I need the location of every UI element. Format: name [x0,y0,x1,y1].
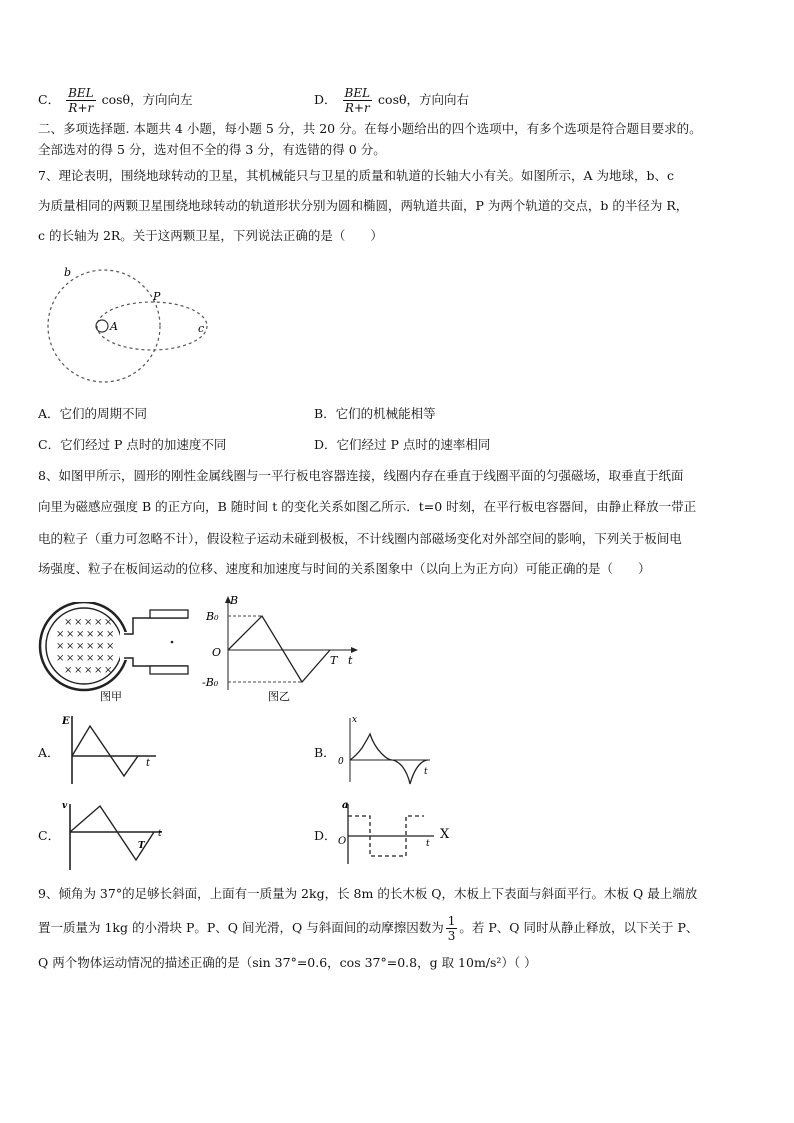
prev-option-c-text: cosθ，方向向左 [101,92,193,107]
field-cross-icon: × [76,653,85,664]
field-cross-icon: × [104,665,113,676]
option-c-t-label: t [158,829,162,839]
field-cross-icon: × [94,665,103,676]
field-cross-icon: × [86,629,95,640]
q8-line1: 8、如图甲所示，圆形的刚性金属线圈与一平行板电容器连接，线圈内存在垂直于线圈平面的匀强磁场，取垂直于纸面 [38,468,684,483]
orbit-c-label: c [198,322,205,335]
q7-line1: 7、理论表明，围绕地球转动的卫星，其机械能只与卫星的质量和轨道的长轴大小有关。如图所示，A 为地球，b、c [38,168,674,183]
orbit-b-label: b [64,266,72,279]
prev-option-c [38,86,193,115]
field-cross-icon: × [76,641,85,652]
q7-line2: 为质量相同的两颗卫星围绕地球转动的轨道形状分别为圆和椭圆，两轨道共面，P 为两个轨道的交点，b 的半径为 R， [38,198,689,213]
q8-line2: 向里为磁感应强度 B 的正方向，B 随时间 t 的变化关系如图乙所示．t=0 时刻，在平行板电容器间，由静止释放一带正 [38,499,697,514]
field-cross-icon: × [74,665,83,676]
option-d-y-label: a [342,800,349,811]
point-p-label: P [153,290,161,303]
q8-option-d-graph [336,798,456,868]
field-cross-icon: × [94,617,103,628]
q8-option-a-label: A． [38,745,60,760]
prev-option-d-fraction: $\frac{\text{BEL}}{R+r}$ [344,86,371,115]
prev-option-d-text: cosθ，方向向右 [378,92,470,107]
field-cross-icon: × [66,641,75,652]
q9-line1: 9、倾角为 37°的足够长斜面，上面有一质量为 2kg，长 8m 的长木板 Q，木板上下表面与斜面平行。木板 Q 最上端放 [38,886,698,901]
field-cross-icon: × [66,629,75,640]
q8-option-c-graph [62,798,172,874]
field-cross-icon: × [96,653,105,664]
option-c-period-label: T [138,841,145,851]
q7-line3: c 的长轴为 2R。关于这两颗卫星，下列说法正确的是（ ） [38,228,383,243]
option-d-origin-label: O [338,836,347,847]
b-curve [228,616,330,682]
magnetic-field-crosses [56,617,114,676]
field-cross-icon: × [86,641,95,652]
period-label: T [330,654,338,667]
field-cross-icon: × [64,617,73,628]
field-cross-icon: × [84,617,93,628]
field-cross-icon: × [66,653,75,664]
option-a-y-label: E [62,716,70,727]
section2-line1: 二、多项选择题. 本题共 4 小题，每小题 5 分，共 20 分。在每小题给出的四个选项中，有多个选项是符合题目要求的。 [38,121,702,136]
fig-yi-caption: 图乙 [268,690,290,702]
prev-option-d [314,86,469,115]
field-cross-icon: × [74,617,83,628]
q7-option-d: D．它们经过 P 点时的速率相同 [314,437,491,452]
t-axis-label: t [348,654,353,667]
prev-option-c-fraction: $\frac{\text{BEL}}{R+r}$ [68,86,94,115]
q8-option-d-label: D． [314,828,337,843]
q9-line2 [38,914,698,943]
q8-coil-capacitor-figure [38,602,208,702]
particle-dot [171,641,174,644]
q8-option-b-graph [336,712,436,788]
q8-option-b-label: B． [314,745,336,760]
b-axis-label: B [230,594,239,607]
fig-jia-caption: 图甲 [100,690,122,702]
q7-option-a: A．它们的周期不同 [38,406,148,421]
field-cross-icon: × [96,629,105,640]
q8-b-t-graph [198,594,368,702]
option-d-t-label: t [426,839,430,849]
field-cross-icon: × [56,641,65,652]
option-d-x-mark: X [440,827,450,842]
q7-option-c: C．它们经过 P 点时的加速度不同 [38,437,227,452]
q7-orbit-figure [40,262,220,392]
b0-label: B₀ [206,610,219,623]
origin-label: O [212,646,222,659]
earth-icon [96,320,108,332]
neg-b0-label: -B₀ [202,676,219,689]
prev-option-d-label: D． [314,92,337,107]
field-cross-icon: × [56,629,65,640]
field-cross-icon: × [96,641,105,652]
q8-line4: 场强度、粒子在板间运动的位移、速度和加速度与时间的关系图象中（以向上为正方向）可能正确的是（ ） [38,561,651,576]
field-cross-icon: × [106,653,115,664]
field-cross-icon: × [76,629,85,640]
q9-line3: Q 两个物体运动情况的描述正确的是（sin 37°=0.6，cos 37°=0.8，g 取 10m/s²）（ ） [38,955,537,970]
wire-top [124,618,188,634]
field-cross-icon: × [106,641,115,652]
q7-option-b: B．它们的机械能相等 [314,406,436,421]
field-cross-icon: × [56,653,65,664]
q9-line2-pre: 置一质量为 1kg 的小滑块 P。P、Q 间光滑，Q 与斜面间的动摩擦因数为 [38,920,444,935]
q8-option-a-graph [62,712,162,788]
field-cross-icon: × [64,665,73,676]
option-b-origin-label: 0 [338,757,344,767]
capacitor-bottom-plate [150,666,188,674]
earth-a-label: A [110,320,118,333]
option-b-t-label: t [424,767,428,777]
option-b-y-label: x [352,715,358,725]
capacitor-top-plate [150,610,188,618]
field-cross-icon: × [106,629,115,640]
q8-option-c-label: C． [38,828,61,843]
field-cross-icon: × [84,665,93,676]
prev-option-c-label: C． [38,92,61,107]
q8-line3: 电的粒子（重力可忽略不计），假设粒子运动未碰到极板，不计线圈内部磁场变化对外部空间的影响，下列关于板间电 [38,531,682,546]
q9-line2-post: 。若 P、Q 同时从静止释放，以下关于 P、 [459,920,699,935]
orbit-b-circle [48,270,160,382]
field-cross-icon: × [86,653,95,664]
q9-fraction: $\frac{1}{3}$ [447,914,456,943]
option-a-t-label: t [146,758,151,769]
field-cross-icon: × [104,617,113,628]
option-c-y-label: v [62,801,68,811]
wire-bottom [124,658,188,666]
section2-line2: 全部选对的得 5 分，选对但不全的得 3 分，有选错的得 0 分。 [38,142,386,157]
